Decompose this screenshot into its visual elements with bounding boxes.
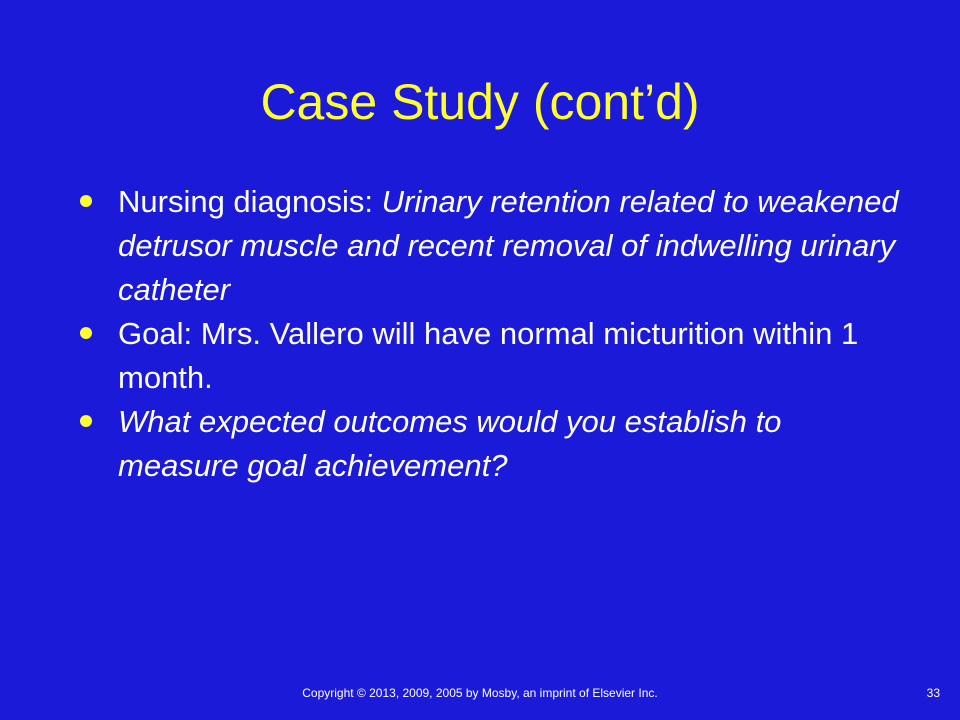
bullet-text: What expected outcomes would you establish to measure goal achievement?	[118, 404, 782, 483]
bullet-item-question	[80, 400, 910, 488]
bullet-label: Nursing diagnosis:	[118, 184, 382, 219]
bullet-list	[80, 180, 910, 488]
page-number: 33	[926, 686, 940, 700]
bullet-marker-icon	[80, 327, 92, 339]
copyright-footer: Copyright © 2013, 2009, 2005 by Mosby, an imprint of Elsevier Inc.	[302, 686, 658, 700]
bullet-marker-icon	[80, 415, 92, 427]
bullet-marker-icon	[80, 195, 92, 207]
bullet-text: Urinary retention related to weakened detrusor muscle and recent removal of indwelling urinary catheter	[118, 184, 899, 307]
bullet-label: Goal: Mrs. Vallero will have normal micturition within 1 month.	[118, 316, 859, 395]
slide-title: Case Study (cont’d)	[260, 74, 700, 130]
bullet-item-goal	[80, 312, 910, 400]
bullet-item-nursing-diagnosis	[80, 180, 910, 312]
